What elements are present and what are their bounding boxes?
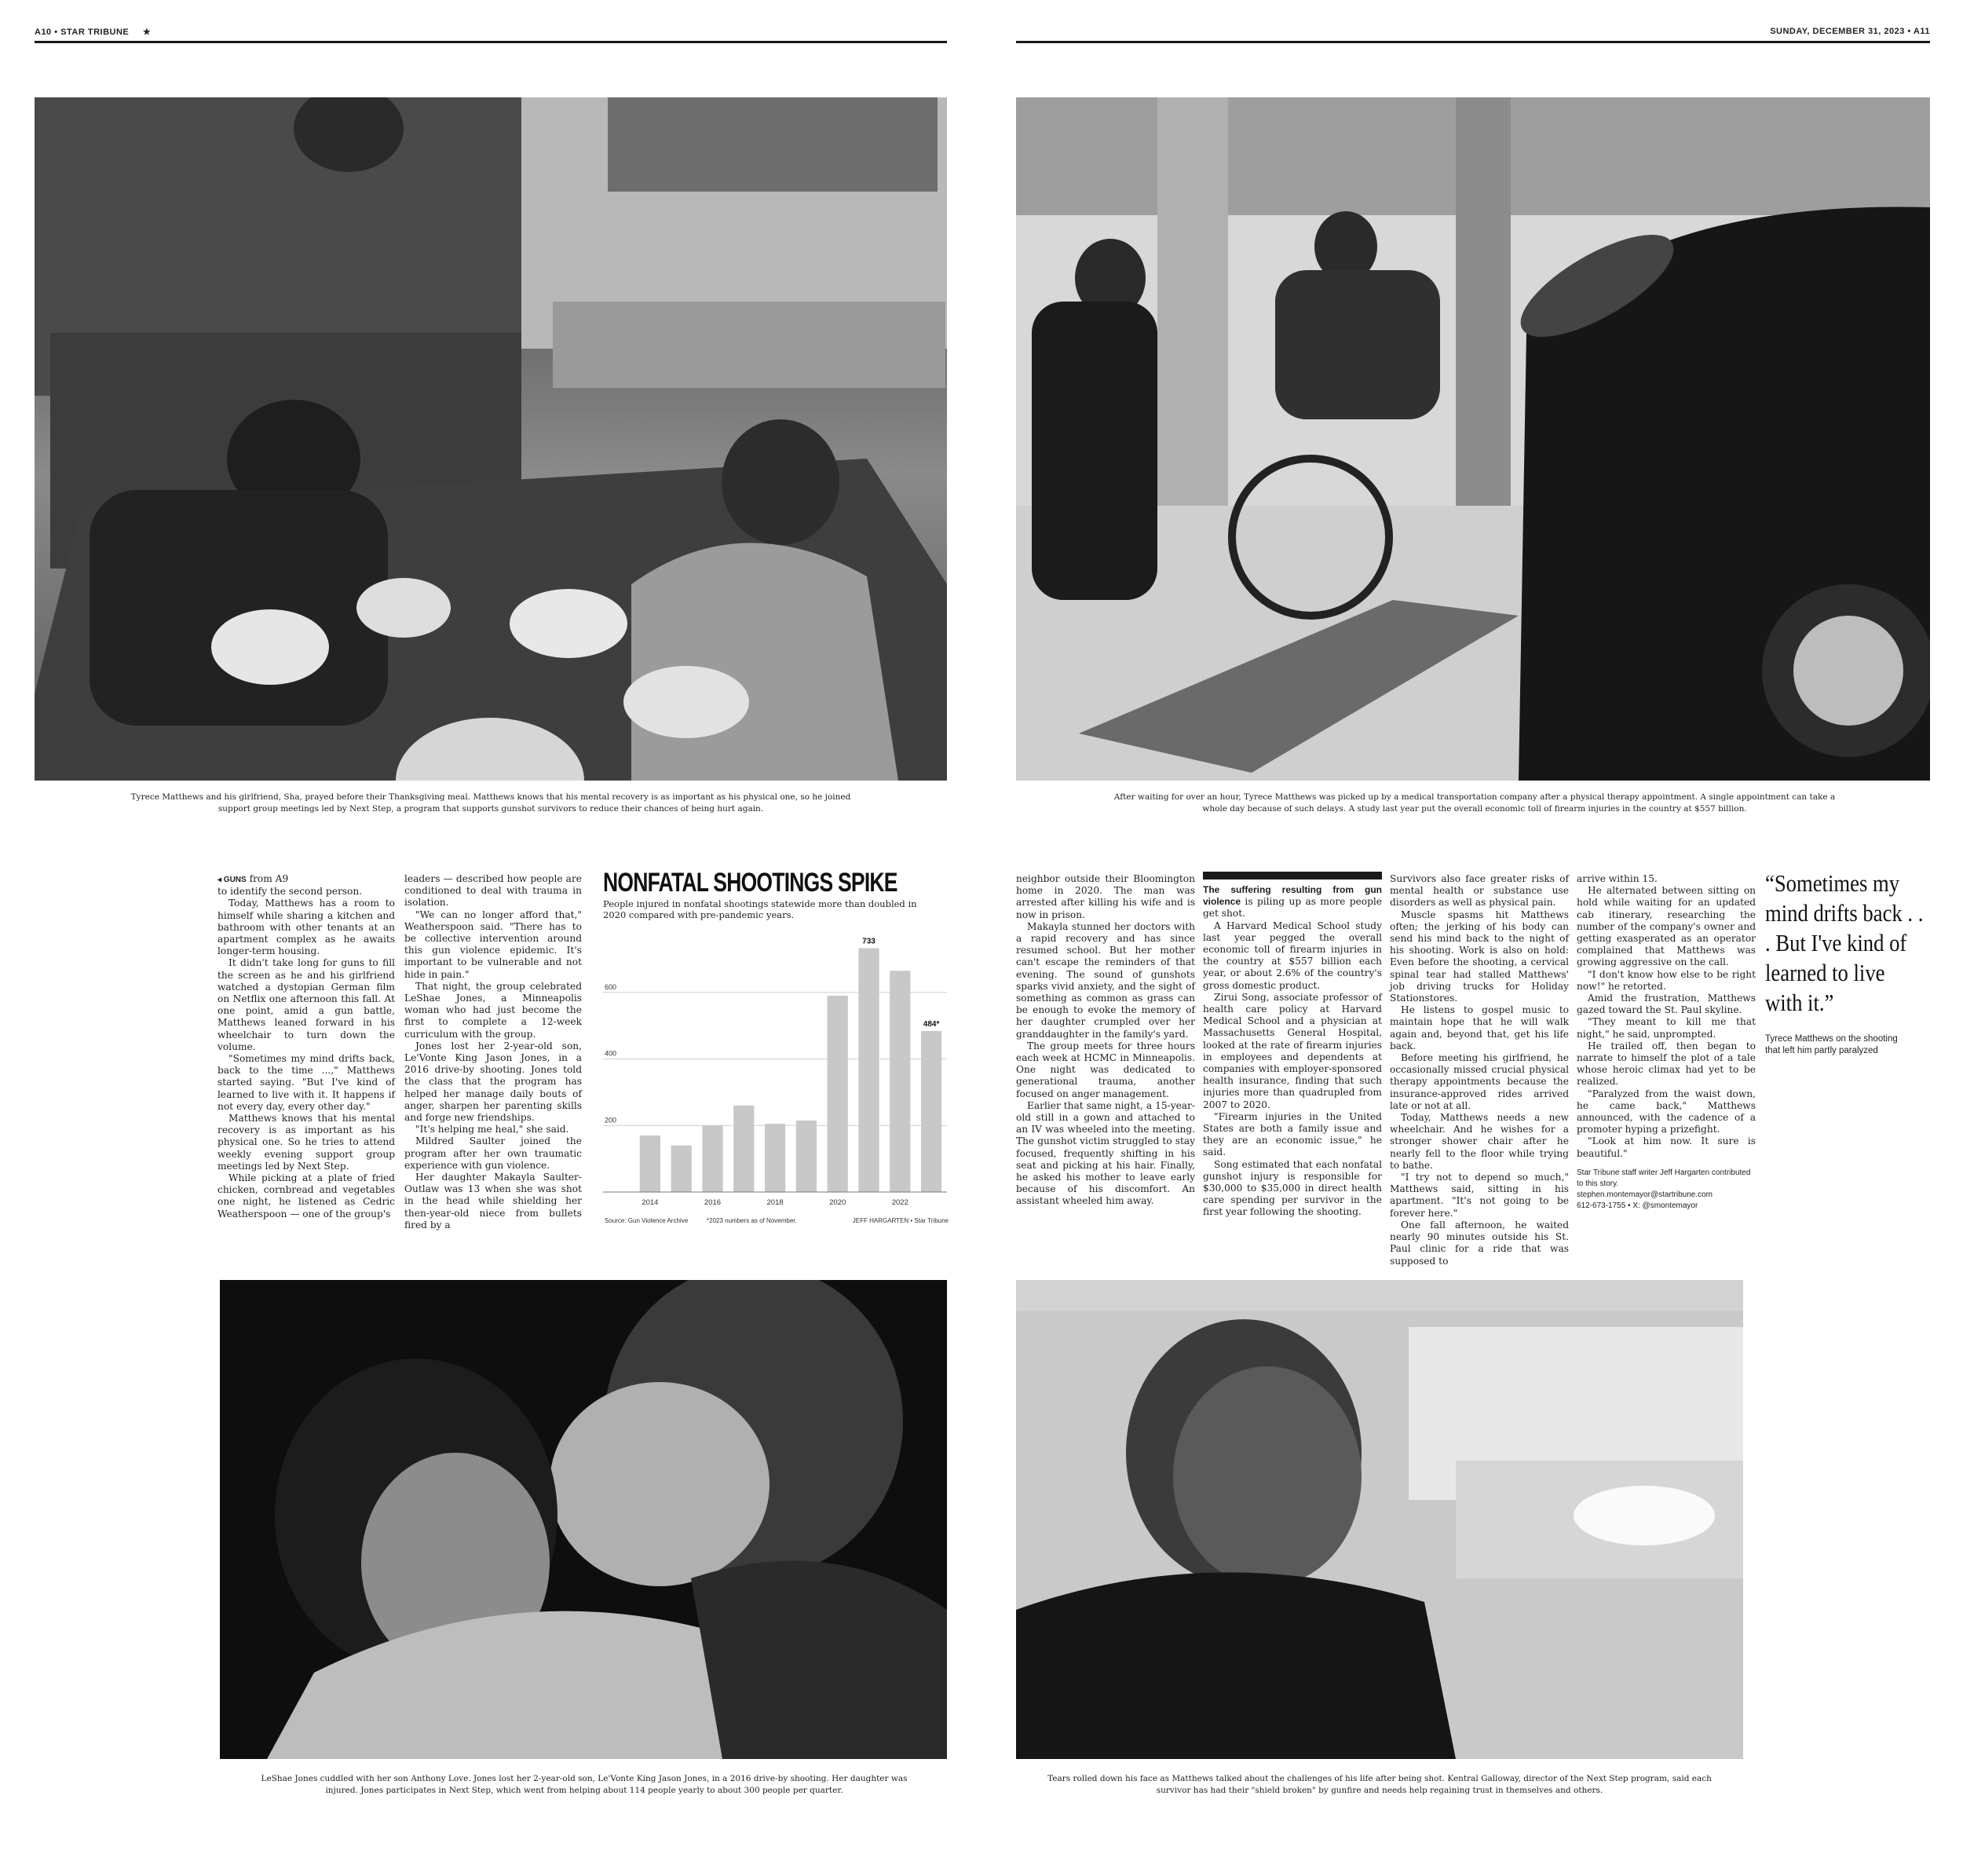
paragraph: Survivors also face greater risks of mental health or substance use disorders as well as physical pain.: [1390, 873, 1569, 909]
paragraph: Earlier that same night, a 15-year-old still in a gown and attached to an IV was wheeled into the meeting. The gunshot victim struggled to stay focused, frequently shifting in his seat and picking at his hair. Finally, he asked his mother to leave early because of his discomfort. An assistant wheeled him away.: [1016, 1099, 1195, 1207]
section-lead: [1203, 884, 1382, 920]
paragraph: He listens to gospel music to maintain hope that he will walk again and, beyond that, get his life back.: [1390, 1004, 1569, 1051]
credit-contributor: Star Tribune staff writer Jeff Hargarten contributed to this story.: [1577, 1168, 1751, 1188]
paragraph: Mildred Saulter joined the program after her own traumatic experience with gun violence.: [404, 1135, 582, 1171]
paragraph: Her daughter Makayla Saulter-Outlaw was 13 when she was shot in the head while shielding her then-year-old niece from bullets fired by a: [404, 1172, 582, 1231]
chart-x-tick-label: 2022: [891, 1198, 908, 1207]
left-page-number: A10: [35, 27, 52, 37]
jump-label: ◂ GUNS: [218, 876, 247, 884]
story-column-1: [218, 873, 395, 1220]
chart-bar-2022: [890, 971, 910, 1192]
pull-quote-attribution: Tyrece Matthews on the shooting that left him partly paralyzed: [1765, 1034, 1898, 1055]
chart-y-tick-label: 200: [605, 1116, 617, 1125]
paragraph: That night, the group celebrated LeShae Jones, a Minneapolis woman who had just become the first to complete a 12-week curriculum with the group.: [404, 980, 582, 1040]
chart-bar-2014: [640, 1135, 660, 1192]
photo-thanksgiving-prayer: [35, 97, 947, 781]
story-credit: [1577, 1168, 1756, 1212]
paragraph: While picking at a plate of fried chicken, cornbread and vegetables one night, he listened as Cedric Weatherspoon — one of the group's: [218, 1172, 395, 1220]
chart-bar-2015: [671, 1146, 692, 1192]
chart-nonfatal-shootings: [603, 869, 949, 1230]
story-column-6: [1577, 873, 1756, 1212]
paragraph: "They meant to kill me that night," he said, unprompted.: [1577, 1016, 1756, 1040]
chart-data-label: 733: [862, 937, 875, 946]
paragraph: Before meeting his girlfriend, he occasionally missed crucial physical therapy appointments because the insurance-approved rides arrived late or not at all.: [1390, 1052, 1569, 1111]
chart-plot: [603, 928, 949, 1212]
paragraph: "We can no longer afford that," Weatherspoon said. "There has to be collective intervention around this gun violence epidemic. It's important to be vulnerable and not hide in pain.": [404, 909, 582, 980]
paragraph: "I try not to depend so much," Matthews said, sitting in his apartment. "It's not going to be forever here.": [1390, 1172, 1569, 1219]
left-folio: A10 • STAR TRIBUNE ★: [35, 27, 152, 37]
paragraph: Song estimated that each nonfatal gunshot injury is responsible for $30,000 to $35,000 in direct health care spending per survivor in the first year following the shooting.: [1203, 1158, 1382, 1218]
paragraph: Jones lost her 2-year-old son, Le'Vonte King Jason Jones, in a 2016 drive-by shooting. Jones told the class that the program has helped her manage daily bouts of anger, sharpen her parenting skills and forge new friendships.: [404, 1040, 582, 1124]
pull-quote: [1765, 869, 1934, 1057]
paragraph: He trailed off, then began to narrate to himself the plot of a tale whose heroic climax had yet to be realized.: [1577, 1040, 1756, 1088]
paragraph: He alternated between sitting on hold while waiting for an updated cab itinerary, researching the number of the company's owner and getting exasperated as an operator complained that Matthews was growing aggressive on the call.: [1577, 885, 1756, 968]
paragraph: Muscle spasms hit Matthews often; the jerking of his body can send his mind back to the night of his shooting. Work is also on hold: Even before the shooting, a cervical spinal tear had stalled Matthews' job driving trucks for Holiday Stationstores.: [1390, 909, 1569, 1004]
chart-bar-2019: [796, 1121, 817, 1192]
chart-source: Source: Gun Violence Archive: [605, 1217, 689, 1224]
photo-wheelchair-van: [1016, 97, 1930, 781]
chart-footnote: *2023 numbers as of November.: [707, 1217, 797, 1224]
section-bar: [1203, 872, 1382, 879]
chart-bar-2016: [702, 1125, 722, 1192]
story-column-3: [1016, 873, 1195, 1208]
paragraph: arrive within 15.: [1577, 873, 1658, 884]
chart-y-tick-label: 600: [605, 982, 617, 991]
paragraph: A Harvard Medical School study last year pegged the overall economic toll of firearm injuries in the country at $557 billion each year, or about 2.6% of the country's gross domestic product.: [1203, 920, 1382, 991]
credit-phone: 612-673-1755 • X: @smontemayor: [1577, 1201, 1698, 1210]
chart-x-tick-label: 2016: [704, 1198, 722, 1207]
paragraph: "Paralyzed from the waist down, he came back," Matthews announced, with the cadence of a promoter hyping a prizefight.: [1577, 1088, 1756, 1135]
section-head-rest: is piling up as more people get shot.: [1203, 896, 1382, 920]
section-head: The suffering resulting from gun violence: [1203, 884, 1382, 908]
paragraph: The group meets for three hours each week at HCMC in Minneapolis. One night was dedicated to generational trauma, another focused on anger management.: [1016, 1040, 1195, 1099]
chart-title: NONFATAL SHOOTINGS SPIKE: [603, 868, 897, 898]
chart-bar-2017: [733, 1106, 754, 1192]
right-folio: SUNDAY, DECEMBER 31, 2023 • A11: [1770, 27, 1930, 36]
chart-bar-2020: [828, 996, 848, 1192]
chart-bar-2018: [765, 1124, 785, 1192]
paragraph: "It's helping me heal," she said.: [415, 1124, 569, 1135]
paragraph: Amid the frustration, Matthews gazed toward the St. Paul skyline.: [1577, 993, 1756, 1016]
chart-x-tick-label: 2020: [829, 1198, 846, 1207]
chart-data-label: 484*: [923, 1019, 940, 1029]
paragraph: One fall afternoon, he waited nearly 90 minutes outside his St. Paul clinic for a ride that was supposed to: [1390, 1219, 1569, 1267]
chart-bar-2023: [921, 1031, 941, 1192]
story-column-5: [1390, 873, 1569, 1267]
chart-x-tick-label: 2014: [642, 1198, 659, 1207]
photo-mother-son: [220, 1280, 947, 1759]
story-column-2: [404, 873, 582, 1231]
paragraph: Matthews knows that his mental recovery is as important as his physical one. So he tries to attend weekly evening support group meetings led by Next Step.: [218, 1113, 395, 1172]
jump-line: [218, 873, 395, 886]
paragraph: It didn't take long for guns to fill the screen as he and his girlfriend watched a dystopian German film on Netflix one afternoon this fall. At one point, amid a gun battle, Matthews leaned forward in his wheelchair to turn down the volume.: [218, 957, 395, 1052]
caption-photo-1: Tyrece Matthews and his girlfriend, Sha, prayed before their Thanksgiving meal. Matthews knows that his mental recovery is as important as his physical one, so he joined support group meetings led by Next Step, a program that supports gunshot survivors to reduce their chances of being hurt again.: [130, 792, 851, 814]
right-folio-rule: [1016, 41, 1930, 43]
caption-photo-4: Tears rolled down his face as Matthews talked about the challenges of his life after being shot. Kentral Galloway, director of the Next Step program, said each survivor has had their "shield broken" by gunfire and needs help regaining trust in themselves and others.: [1047, 1774, 1712, 1795]
star-icon: ★: [142, 27, 152, 37]
paragraph: neighbor outside their Bloomington home in 2020. The man was arrested after killing his wife and is now in prison.: [1016, 873, 1195, 920]
chart-credit: JEFF HARGARTEN • Star Tribune: [852, 1217, 949, 1224]
chart-y-tick-label: 400: [605, 1049, 617, 1058]
photo-matthews-van: [1016, 1280, 1743, 1759]
left-folio-rule: [35, 41, 947, 43]
paragraph: "I don't know how else to be right now!" he retorted.: [1577, 968, 1756, 992]
right-page-number: A11: [1913, 27, 1930, 36]
paragraph: "Sometimes my mind drifts back, back to the time ...," Matthews started saying. "But I've kind of learned to live with it. It happens if not every day, every other day.": [218, 1053, 395, 1112]
pull-quote-text: “Sometimes my mind drifts back . . . But I've kind of learned to live with it.”: [1765, 869, 1924, 1016]
left-paper-name: STAR TRIBUNE: [60, 27, 130, 37]
right-folio-date: SUNDAY, DECEMBER 31, 2023: [1770, 27, 1905, 36]
caption-photo-3: LeShae Jones cuddled with her son Anthony Love. Jones lost her 2-year-old son, Le'Vonte King Jason Jones, in a 2016 drive-by shooting. Her daughter was injured. Jones participates in Next Step, which went from helping about 114 people yearly to about 300 people per quarter.: [261, 1774, 908, 1795]
paragraph: leaders — described how people are conditioned to deal with trauma in isolation.: [404, 873, 582, 909]
paragraph: "Look at him now. It sure is beautiful.": [1577, 1135, 1756, 1159]
chart-subtitle: People injured in nonfatal shootings statewide more than doubled in 2020 compared with pre-pandemic years.: [603, 898, 917, 920]
paragraph: Makayla stunned her doctors with a rapid recovery and has since resumed school. But her mother can't escape the reminders of that evening. The sound of gunshots sparks vivid anxiety, and the sight of something as common as grass can be enough to evoke the memory of her daughter crumpled over her granddaughter in the family's yard.: [1016, 920, 1195, 1040]
jump-from: from A9: [249, 873, 289, 884]
paragraph: "Firearm injuries in the United States are both a family issue and they are an economic issue," he said.: [1203, 1110, 1382, 1158]
story-column-4: [1203, 884, 1382, 1219]
chart-bar-2021: [858, 948, 879, 1192]
paragraph: to identify the second person.: [218, 886, 363, 898]
paragraph: Zirui Song, associate professor of health care policy at Harvard Medical School and a physician at Massachusetts General Hospital, looked at the rate of firearm injuries in employees and dependents at companies with employer-sponsored health insurance, finding that such injuries more than quadrupled from 2007 to 2020.: [1203, 991, 1382, 1110]
caption-photo-2: After waiting for over an hour, Tyrece Matthews was picked up by a medical transportation company after a physical therapy appointment. A single appointment can take a whole day because of such delays. A study last year put the overall economic toll of firearm injuries in the country at $557 billion.: [1113, 792, 1836, 814]
credit-email: stephen.montemayor@startribune.com: [1577, 1190, 1713, 1199]
chart-x-tick-label: 2018: [766, 1198, 784, 1207]
paragraph: Today, Matthews has a room to himself while sharing a kitchen and bathroom with other tenants at an apartment complex as he awaits longer-term housing.: [218, 898, 395, 957]
paragraph: Today, Matthews needs a new wheelchair. And he wishes for a stronger shower chair after he nearly fell to the floor while trying to bathe.: [1390, 1112, 1569, 1171]
